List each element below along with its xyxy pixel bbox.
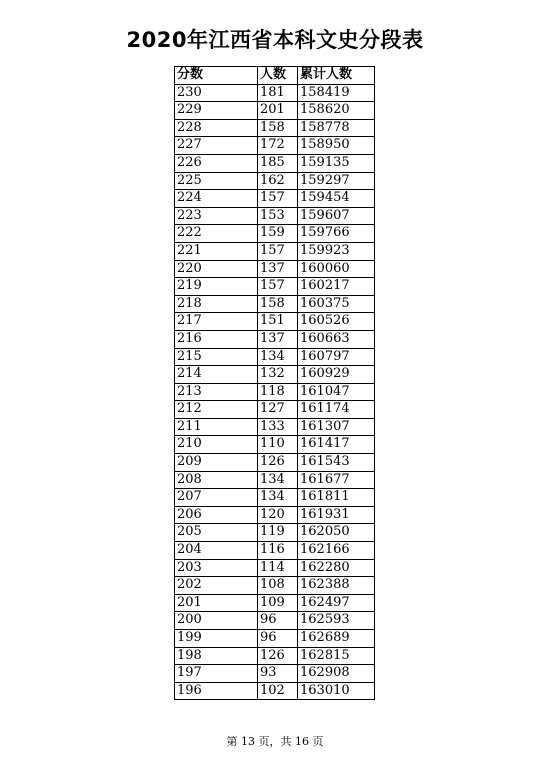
- cell-count: 114: [258, 559, 298, 577]
- table-row: [175, 524, 375, 542]
- cell-cumulative: 162388: [298, 577, 375, 595]
- cell-cumulative: 158419: [298, 84, 375, 102]
- cell-cumulative: 161174: [298, 401, 375, 419]
- table-row: [175, 418, 375, 436]
- cell-count: 158: [258, 119, 298, 137]
- cell-score: 221: [175, 242, 258, 260]
- header-cumulative: 累计人数: [298, 67, 375, 85]
- table-row: [175, 119, 375, 137]
- cell-count: 126: [258, 454, 298, 472]
- cell-cumulative: 158950: [298, 137, 375, 155]
- table-row: [175, 348, 375, 366]
- cell-count: 158: [258, 295, 298, 313]
- cell-count: 137: [258, 330, 298, 348]
- table-row: [175, 577, 375, 595]
- cell-count: 126: [258, 647, 298, 665]
- cell-cumulative: 162497: [298, 594, 375, 612]
- cell-score: 215: [175, 348, 258, 366]
- cell-count: 172: [258, 137, 298, 155]
- cell-cumulative: 160663: [298, 330, 375, 348]
- cell-cumulative: 159607: [298, 207, 375, 225]
- table-row: [175, 242, 375, 260]
- cell-cumulative: 160217: [298, 278, 375, 296]
- cell-cumulative: 162166: [298, 542, 375, 560]
- table-row: [175, 506, 375, 524]
- table-row: [175, 190, 375, 208]
- cell-count: 157: [258, 278, 298, 296]
- table-row: [175, 102, 375, 120]
- cell-cumulative: 162050: [298, 524, 375, 542]
- cell-count: 132: [258, 366, 298, 384]
- cell-score: 228: [175, 119, 258, 137]
- cell-count: 110: [258, 436, 298, 454]
- cell-count: 153: [258, 207, 298, 225]
- cell-cumulative: 160797: [298, 348, 375, 366]
- cell-count: 201: [258, 102, 298, 120]
- cell-score: 226: [175, 154, 258, 172]
- cell-cumulative: 158620: [298, 102, 375, 120]
- cell-count: 93: [258, 665, 298, 683]
- header-count: 人数: [258, 67, 298, 85]
- cell-score: 209: [175, 454, 258, 472]
- cell-cumulative: 161811: [298, 489, 375, 507]
- table-row: [175, 665, 375, 683]
- table-row: [175, 559, 375, 577]
- cell-score: 202: [175, 577, 258, 595]
- table-row: [175, 436, 375, 454]
- cell-count: 134: [258, 471, 298, 489]
- cell-cumulative: 161543: [298, 454, 375, 472]
- table-row: [175, 682, 375, 700]
- cell-score: 203: [175, 559, 258, 577]
- cell-score: 201: [175, 594, 258, 612]
- cell-count: 181: [258, 84, 298, 102]
- cell-cumulative: 159923: [298, 242, 375, 260]
- table-row: [175, 137, 375, 155]
- cell-score: 216: [175, 330, 258, 348]
- table-row: [175, 542, 375, 560]
- table-row: [175, 630, 375, 648]
- cell-count: 127: [258, 401, 298, 419]
- cell-score: 224: [175, 190, 258, 208]
- table-row: [175, 295, 375, 313]
- page-title: 2020年江西省本科文史分段表: [126, 28, 424, 52]
- cell-cumulative: 158778: [298, 119, 375, 137]
- cell-score: 219: [175, 278, 258, 296]
- cell-score: 197: [175, 665, 258, 683]
- cell-cumulative: 162593: [298, 612, 375, 630]
- cell-score: 210: [175, 436, 258, 454]
- cell-score: 213: [175, 383, 258, 401]
- cell-cumulative: 160060: [298, 260, 375, 278]
- cell-score: 212: [175, 401, 258, 419]
- cell-count: 162: [258, 172, 298, 190]
- cell-score: 200: [175, 612, 258, 630]
- cell-count: 159: [258, 225, 298, 243]
- cell-cumulative: 162815: [298, 647, 375, 665]
- table-row: [175, 278, 375, 296]
- cell-score: 223: [175, 207, 258, 225]
- table-row: [175, 366, 375, 384]
- cell-score: 222: [175, 225, 258, 243]
- cell-score: 206: [175, 506, 258, 524]
- cell-cumulative: 160375: [298, 295, 375, 313]
- table-row: [175, 471, 375, 489]
- cell-score: 227: [175, 137, 258, 155]
- cell-count: 120: [258, 506, 298, 524]
- table-body: [175, 84, 375, 700]
- cell-count: 102: [258, 682, 298, 700]
- cell-count: 119: [258, 524, 298, 542]
- cell-cumulative: 161417: [298, 436, 375, 454]
- cell-count: 134: [258, 348, 298, 366]
- cell-score: 204: [175, 542, 258, 560]
- cell-cumulative: 159135: [298, 154, 375, 172]
- cell-count: 157: [258, 242, 298, 260]
- cell-score: 198: [175, 647, 258, 665]
- table-row: [175, 612, 375, 630]
- cell-cumulative: 161677: [298, 471, 375, 489]
- cell-score: 217: [175, 313, 258, 331]
- table-row: [175, 225, 375, 243]
- score-distribution-table: [174, 66, 375, 700]
- cell-score: 205: [175, 524, 258, 542]
- cell-count: 108: [258, 577, 298, 595]
- cell-cumulative: 161307: [298, 418, 375, 436]
- table-row: [175, 401, 375, 419]
- table-row: [175, 154, 375, 172]
- cell-cumulative: 159766: [298, 225, 375, 243]
- page-footer: 第 13 页，共 16 页: [226, 735, 324, 748]
- cell-score: 225: [175, 172, 258, 190]
- cell-cumulative: 160526: [298, 313, 375, 331]
- cell-score: 220: [175, 260, 258, 278]
- cell-cumulative: 162280: [298, 559, 375, 577]
- cell-score: 218: [175, 295, 258, 313]
- table-row: [175, 489, 375, 507]
- cell-score: 199: [175, 630, 258, 648]
- table-row: [175, 594, 375, 612]
- cell-count: 109: [258, 594, 298, 612]
- cell-cumulative: 159297: [298, 172, 375, 190]
- cell-cumulative: 162689: [298, 630, 375, 648]
- table-header-row: [175, 67, 375, 85]
- table-row: [175, 330, 375, 348]
- cell-score: 207: [175, 489, 258, 507]
- cell-count: 137: [258, 260, 298, 278]
- cell-count: 134: [258, 489, 298, 507]
- cell-score: 229: [175, 102, 258, 120]
- cell-count: 151: [258, 313, 298, 331]
- table-row: [175, 647, 375, 665]
- cell-cumulative: 159454: [298, 190, 375, 208]
- cell-count: 118: [258, 383, 298, 401]
- cell-count: 185: [258, 154, 298, 172]
- table-row: [175, 454, 375, 472]
- cell-score: 214: [175, 366, 258, 384]
- cell-count: 96: [258, 612, 298, 630]
- cell-cumulative: 161047: [298, 383, 375, 401]
- cell-count: 133: [258, 418, 298, 436]
- cell-count: 96: [258, 630, 298, 648]
- cell-score: 230: [175, 84, 258, 102]
- cell-score: 208: [175, 471, 258, 489]
- cell-cumulative: 162908: [298, 665, 375, 683]
- table-row: [175, 260, 375, 278]
- table-row: [175, 172, 375, 190]
- table-row: [175, 84, 375, 102]
- cell-count: 157: [258, 190, 298, 208]
- cell-cumulative: 160929: [298, 366, 375, 384]
- header-score: 分数: [175, 67, 258, 85]
- table-row: [175, 383, 375, 401]
- cell-cumulative: 163010: [298, 682, 375, 700]
- cell-score: 196: [175, 682, 258, 700]
- table-row: [175, 313, 375, 331]
- cell-cumulative: 161931: [298, 506, 375, 524]
- cell-score: 211: [175, 418, 258, 436]
- cell-count: 116: [258, 542, 298, 560]
- table-row: [175, 207, 375, 225]
